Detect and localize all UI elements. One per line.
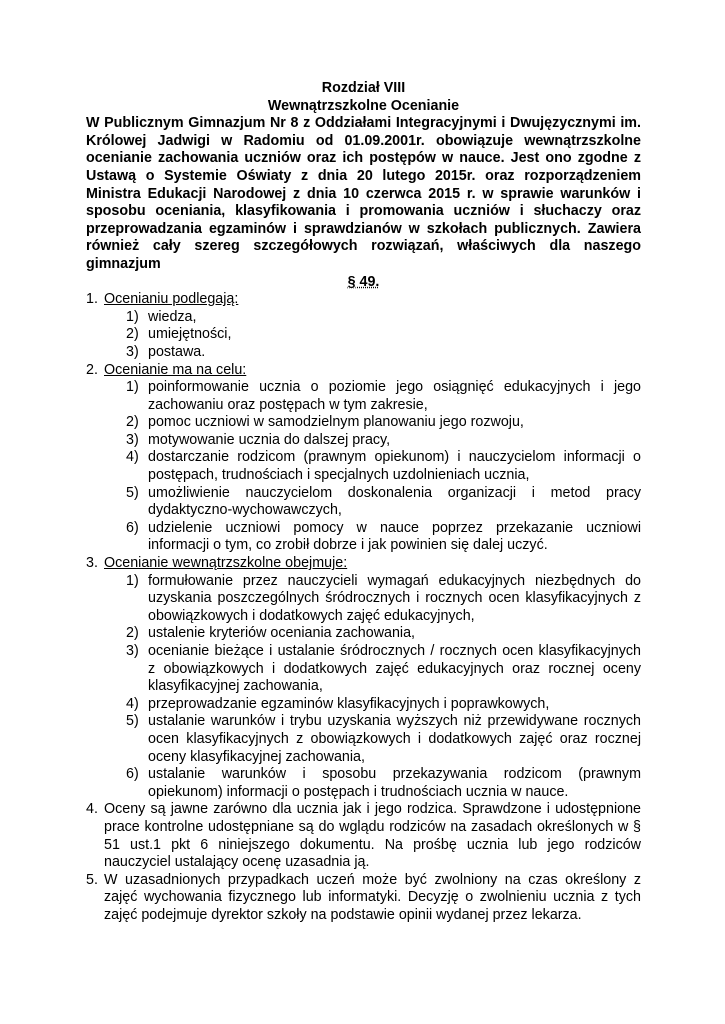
point-item: [86, 555, 641, 801]
point-heading: Ocenianiu podlegają:: [104, 291, 239, 308]
point-text: W uzasadnionych przypadkach uczeń może być zwolniony na czas określony z zajęć wychowania fizycznego lub informatyki. Decyzję o zwolnieniu ucznia z tych zajęć podejmuje dyrektor szkoły na podstawie opinii wydanej przez lekarza.: [104, 871, 641, 923]
point-item: [86, 361, 641, 556]
sub-number: 6): [126, 766, 139, 783]
sub-text: wiedza,: [148, 308, 197, 325]
sub-item: [126, 713, 641, 766]
point-item: [86, 801, 641, 871]
sub-item: [126, 573, 641, 626]
sub-text: formułowanie przez nauczycieli wymagań edukacyjnych niezbędnych do uzyskania poszczególnych śródrocznych i rocznych ocen klasyfikacyjnych z obowiązkowych i dodatkowych zajęć edukacyjnych,: [148, 572, 641, 624]
point-number: 4.: [86, 801, 98, 818]
points-list: [86, 291, 641, 924]
point-item: [86, 291, 641, 361]
sub-list: [126, 573, 641, 802]
sub-text: umożliwienie nauczycielom doskonalenia organizacji i metod pracy dydaktyczno-wychowawczych,: [148, 484, 641, 519]
sub-item: [126, 449, 641, 484]
point-number: 3.: [86, 555, 98, 572]
sub-text: pomoc uczniowi w samodzielnym planowaniu jego rozwoju,: [148, 414, 524, 431]
sub-number: 4): [126, 449, 139, 466]
document-page: [86, 80, 641, 925]
sub-list: [126, 379, 641, 555]
point-number: 2.: [86, 361, 98, 378]
point-number: 1.: [86, 291, 98, 308]
intro-paragraph: W Publicznym Gimnazjum Nr 8 z Oddziałami Integracyjnymi i Dwujęzycznymi im. Królowej Jadwigi w Radomiu od 01.09.2001r. obowiązuje wewnątrzszkolne ocenianie zachowania uczniów oraz ich postępów w nauce. Jest ono zgodne z Ustawą o Systemie Oświaty z dnia 20 lutego 2015r. oraz rozporządzeniem Ministra Edukacji Narodowej z dnia 10 czerwca 2015 r. w sprawie warunków i sposobu oceniania, klasyfikowania i promowania uczniów i słuchaczy oraz przeprowadzania egzaminów i sprawdzianów w szkołach publicznych. Zawiera również cały szereg szczegółowych rozwiązań, właściwych dla naszego gimnazjum: [86, 115, 641, 272]
sub-text: dostarczanie rodzicom (prawnym opiekunom) i nauczycielom informacji o postępach, trudnościach i specjalnych uzdolnieniach ucznia,: [148, 449, 641, 484]
sub-number: 3): [126, 643, 139, 659]
sub-list: [126, 309, 641, 362]
sub-text: umiejętności,: [148, 326, 232, 343]
sub-number: 1): [126, 308, 139, 325]
point-heading: Ocenianie wewnątrzszkolne obejmuje:: [104, 555, 348, 572]
sub-item: [126, 520, 641, 555]
sub-item: [126, 379, 641, 414]
sub-text: udzielenie uczniowi pomocy w nauce poprzez przekazanie uczniowi informacji o tym, co zrobił dobrze i jak powinien się dalej uczyć.: [148, 519, 641, 554]
sub-number: 1): [126, 572, 139, 589]
point-text: Oceny są jawne zarówno dla ucznia jak i jego rodzica. Sprawdzone i udostępnione prace kontrolne udostępniane są do wglądu rodziców na zasadach określonych w § 51 ust.1 pkt 6 niniejszego dokumentu. Na prośbę ucznia lub jego rodziców nauczyciel ustalający ocenę uzasadnia ją.: [104, 801, 641, 871]
sub-text: poinformowanie ucznia o poziomie jego osiągnięć edukacyjnych i jego zachowaniu oraz postępach w tym zakresie,: [148, 379, 641, 413]
sub-number: 4): [126, 695, 139, 712]
sub-text: przeprowadzanie egzaminów klasyfikacyjnych i poprawkowych,: [148, 695, 550, 712]
sub-text: postawa.: [148, 343, 206, 360]
sub-text: ustalenie kryteriów oceniania zachowania,: [148, 625, 416, 642]
chapter-subtitle: Wewnątrzszkolne Ocenianie: [267, 97, 460, 114]
point-number: 5.: [86, 871, 98, 888]
sub-number: 3): [126, 431, 139, 448]
sub-item: [126, 643, 641, 696]
sub-text: ocenianie bieżące i ustalanie śródrocznych / rocznych ocen klasyfikacyjnych z obowiązkowych i dodatkowych zajęć edukacyjnych oraz rocznej oceny klasyfikacyjnej zachowania,: [148, 643, 641, 695]
sub-number: 2): [126, 414, 139, 431]
chapter-title: Rozdział VIII: [321, 80, 406, 96]
sub-number: 2): [126, 625, 139, 642]
sub-text: motywowanie ucznia do dalszej pracy,: [148, 431, 391, 448]
sub-item: [126, 696, 641, 714]
sub-item: [126, 432, 641, 450]
sub-number: 3): [126, 343, 139, 360]
sub-item: [126, 326, 641, 344]
point-item: [86, 871, 641, 925]
sub-number: 1): [126, 379, 139, 396]
sub-item: [126, 766, 641, 801]
sub-number: 5): [126, 713, 139, 730]
sub-item: [126, 485, 641, 520]
sub-text: ustalanie warunków i sposobu przekazywania rodzicom (prawnym opiekunom) informacji o postępach i trudnościach ucznia w nauce.: [148, 766, 641, 800]
point-heading: Ocenianie ma na celu:: [104, 361, 247, 378]
sub-item: [126, 414, 641, 432]
sub-number: 2): [126, 326, 139, 343]
sub-item: [126, 344, 641, 362]
sub-number: 5): [126, 484, 139, 501]
sub-number: 6): [126, 519, 139, 536]
sub-item: [126, 309, 641, 327]
section-number: § 49.: [347, 273, 380, 290]
sub-item: [126, 625, 641, 643]
sub-text: ustalanie warunków i trybu uzyskania wyższych niż przewidywane rocznych ocen klasyfikacyjnych z obowiązkowych i dodatkowych zajęć oraz rocznej oceny klasyfikacyjnej zachowania,: [148, 713, 641, 765]
